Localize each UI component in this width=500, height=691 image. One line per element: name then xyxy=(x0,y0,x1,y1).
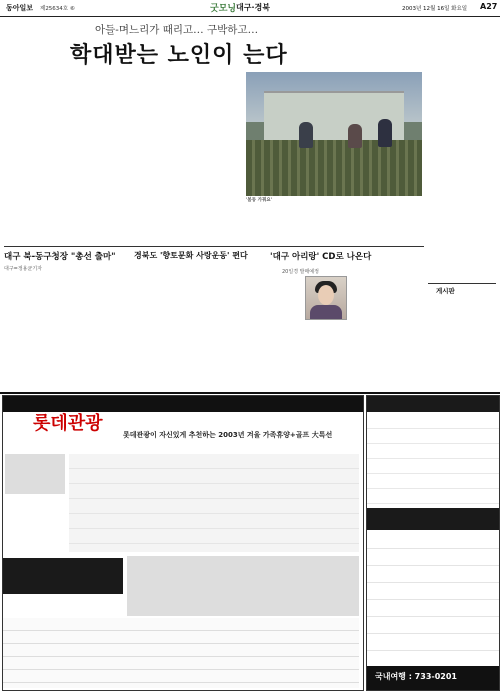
story-3-col-2 xyxy=(348,276,420,390)
story-2-title: 경북도 '향토문화 사랑운동' 편다 xyxy=(134,251,248,260)
story-2-col-1 xyxy=(124,272,180,390)
lead-kicker: 아들-며느리가 때리고… 구박하고… xyxy=(95,24,259,36)
portrait-body xyxy=(310,305,342,319)
story-3-col-1 xyxy=(246,320,346,390)
ad-price-list xyxy=(69,454,359,552)
section-name: 대구·경북 xyxy=(236,3,270,12)
reporter-portrait xyxy=(305,276,347,320)
worker-figure xyxy=(378,119,392,147)
ad-top-rule xyxy=(0,392,500,394)
ad-tile xyxy=(5,454,65,494)
side-ad-banner xyxy=(367,396,499,412)
story-2-col-2 xyxy=(184,272,240,390)
worker-figure xyxy=(299,122,313,148)
lead-photo xyxy=(246,72,422,196)
ad-winter-tour xyxy=(3,558,123,594)
ad-headline: 롯데관광이 자신있게 추천하는 2003년 겨울 가족휴양+골프 大특선 xyxy=(123,431,333,439)
lead-body-col-2 xyxy=(64,72,120,242)
issue-number: 제25634호 ⑥ xyxy=(40,6,75,12)
ad-brand: 롯데관광 xyxy=(33,413,103,434)
ad-lower-listings xyxy=(3,618,359,688)
side-ad-strip xyxy=(367,508,499,530)
worker-figure xyxy=(348,124,362,148)
travel-ad-side xyxy=(366,395,500,691)
lead-body-col-3 xyxy=(124,72,180,242)
lead-headline: 학대받는 노인이 는다 xyxy=(70,43,288,68)
lead-body-col-5 xyxy=(246,218,422,244)
side-ad-list-2 xyxy=(367,532,499,664)
page-number: A27 xyxy=(480,2,498,11)
side-ad-phone-bar xyxy=(367,666,499,690)
lead-body-col-1 xyxy=(4,72,60,242)
sidebar-story-body xyxy=(428,22,496,282)
field-beds xyxy=(246,140,422,196)
lead-body-col-4 xyxy=(184,72,240,242)
board-title: 게시판 xyxy=(436,287,455,295)
story-3-byline: 20일경 발매예정 xyxy=(282,269,319,275)
section-logo: 굿모닝 xyxy=(210,4,237,14)
portrait-face xyxy=(318,285,334,305)
photo-caption-label: '봄동 가꿔요' xyxy=(246,198,273,203)
story-1-byline: 대구=정용균기자 xyxy=(4,266,43,272)
travel-ad-main xyxy=(2,395,364,691)
board-listing xyxy=(428,296,496,390)
ad-golf-package xyxy=(127,556,359,616)
publication-name: 동아일보 xyxy=(6,4,34,12)
story-3-divider xyxy=(246,246,422,247)
story-3-title: '대구 아리랑' CD로 나온다 xyxy=(270,252,372,262)
issue-date: 2003년 12월 16일 화요일 xyxy=(402,6,468,12)
story-1-col-1 xyxy=(4,272,60,390)
side-ad-list-1 xyxy=(367,414,499,504)
story-1-col-2 xyxy=(64,272,120,390)
ad-phone: 국내여행 : 733-0201 xyxy=(375,672,457,681)
sidebar-divider xyxy=(428,283,496,284)
story-1-title: 대구 북-동구청장 "총선 출마" xyxy=(4,252,116,262)
photo-caption xyxy=(246,198,422,216)
page-header xyxy=(0,0,500,17)
